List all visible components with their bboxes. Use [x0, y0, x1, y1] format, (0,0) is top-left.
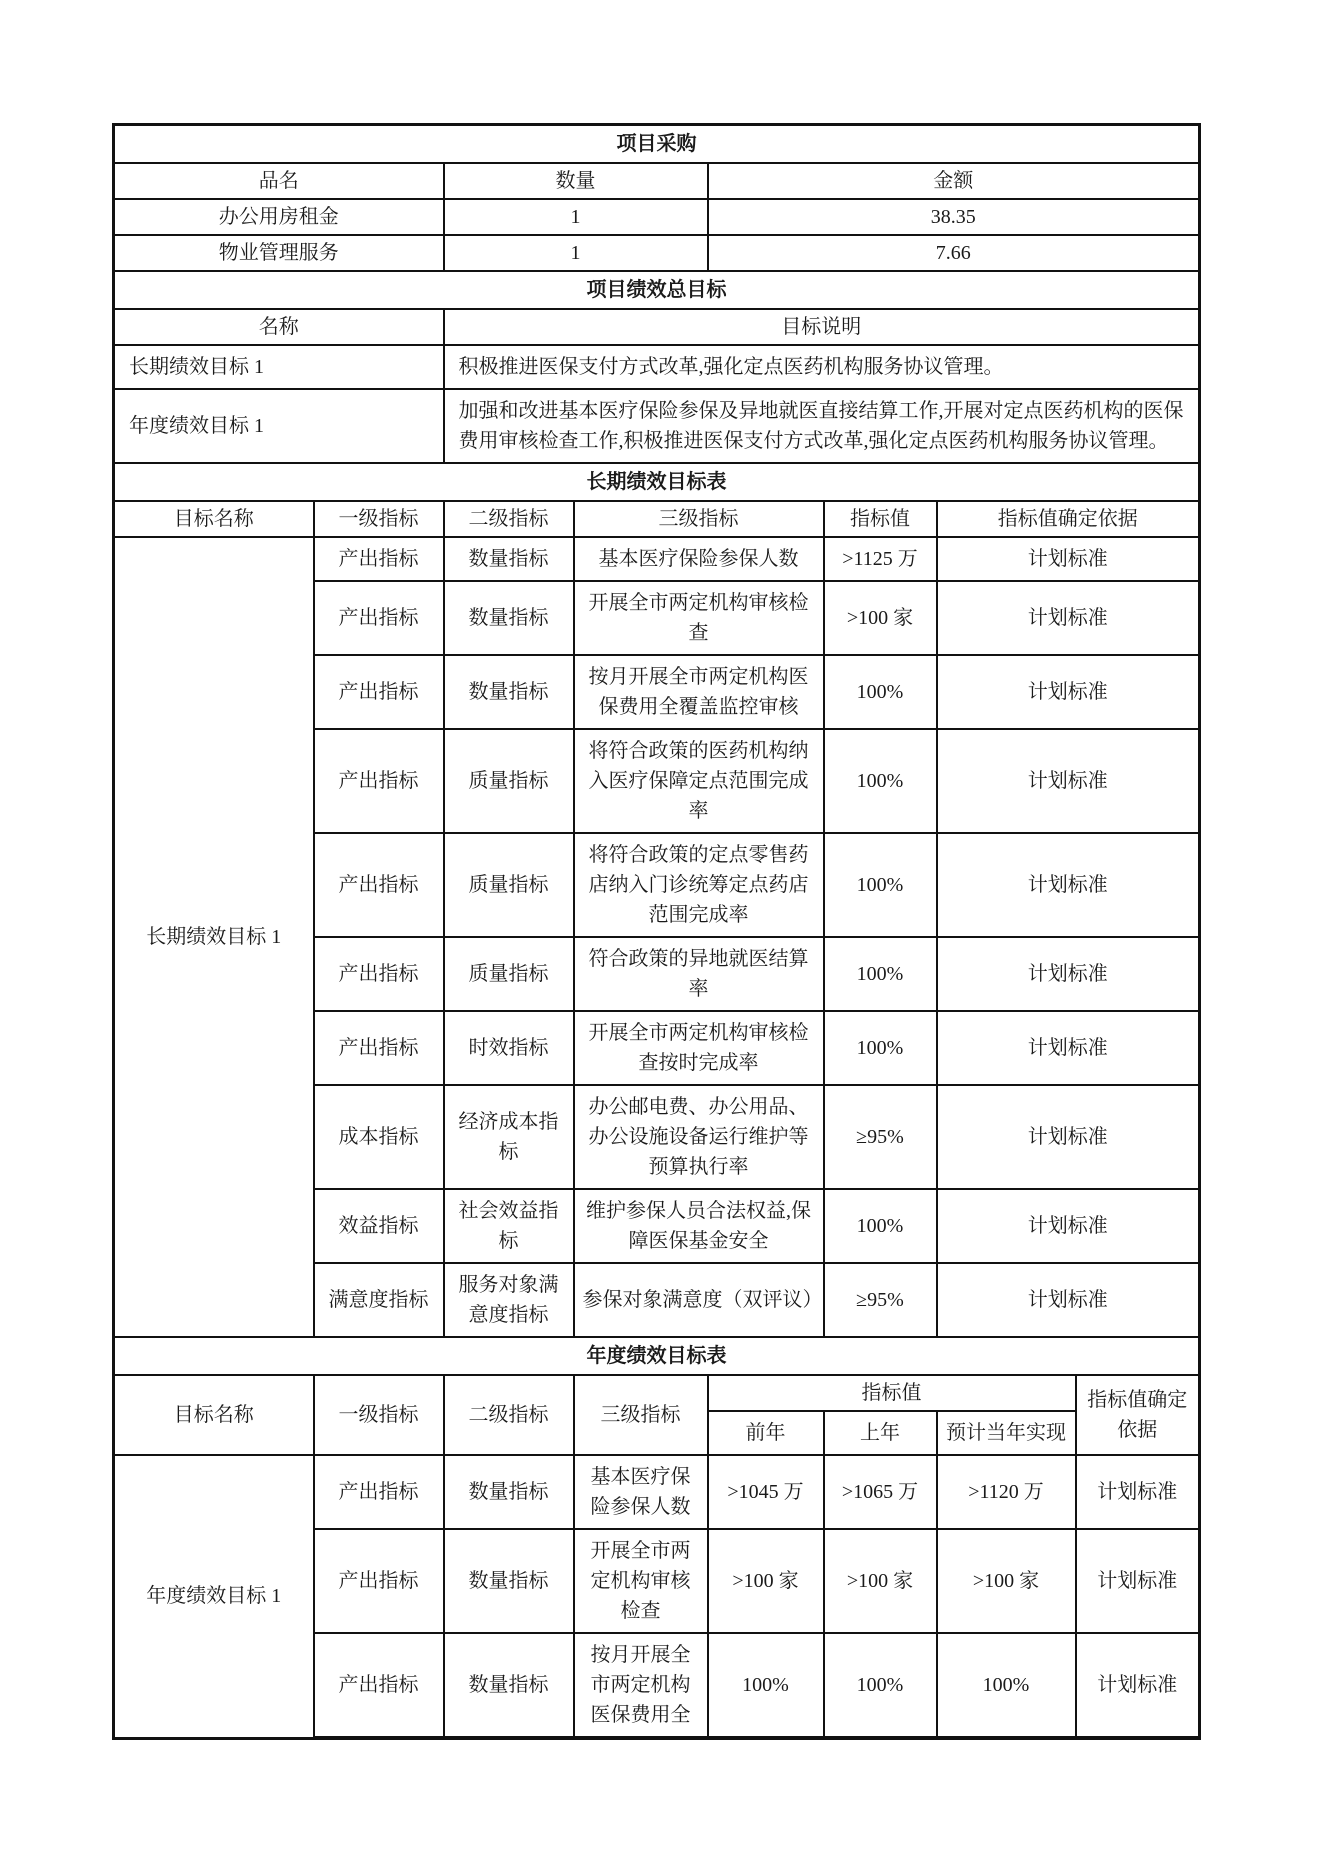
level2-cell: 数量指标 [444, 1455, 574, 1529]
table-row [114, 163, 1200, 199]
basis-header: 指标值确定依据 [937, 501, 1200, 537]
value-cell: 100% [824, 729, 937, 833]
procurement-section-title: 项目采购 [114, 125, 1200, 164]
level2-cell: 时效指标 [444, 1011, 574, 1085]
value-cell: ≥95% [824, 1263, 937, 1337]
level3-cell: 将符合政策的医药机构纳入医疗保障定点范围完成率 [574, 729, 824, 833]
level3-header: 三级指标 [574, 1375, 708, 1455]
basis-header: 指标值确定依据 [1076, 1375, 1200, 1455]
table-row [114, 309, 1200, 345]
goal-name-header: 目标名称 [114, 501, 314, 537]
goal-desc-cell: 加强和改进基本医疗保险参保及异地就医直接结算工作,开展对定点医药机构的医保费用审核检查工作,积极推进医保支付方式改革,强化定点医药机构服务协议管理。 [444, 389, 1200, 463]
goal-desc-header: 目标说明 [444, 309, 1200, 345]
level3-cell: 按月开展全市两定机构医保费用全覆盖监控审核 [574, 655, 824, 729]
last-year-cell: >1065 万 [824, 1455, 937, 1529]
last-year-header: 上年 [824, 1411, 937, 1455]
table-row [114, 1337, 1200, 1375]
year-before-last-cell: >100 家 [708, 1529, 824, 1633]
item-name-header: 品名 [114, 163, 444, 199]
level3-cell: 基本医疗保险参保人数 [574, 537, 824, 581]
level3-cell-truncated: 按月开展全市两定机构医保费用全 [574, 1633, 708, 1738]
level3-cell: 开展全市两定机构审核检查 [574, 1529, 708, 1633]
basis-cell: 计划标准 [937, 537, 1200, 581]
level1-header: 一级指标 [314, 1375, 444, 1455]
value-cell: 100% [824, 1011, 937, 1085]
current-year-estimate-cell: >1120 万 [937, 1455, 1076, 1529]
table-row [114, 271, 1200, 309]
goal-name-cell: 长期绩效目标 1 [114, 345, 444, 389]
level1-cell: 产出指标 [314, 1529, 444, 1633]
amount-cell: 7.66 [708, 235, 1200, 271]
value-cell: >100 家 [824, 581, 937, 655]
basis-cell: 计划标准 [937, 581, 1200, 655]
level3-cell: 开展全市两定机构审核检查 [574, 581, 824, 655]
quantity-cell: 1 [444, 199, 708, 235]
annual-section-title: 年度绩效目标表 [114, 1337, 1200, 1375]
quantity-cell: 1 [444, 235, 708, 271]
level1-cell: 满意度指标 [314, 1263, 444, 1337]
level1-header: 一级指标 [314, 501, 444, 537]
value-cell: ≥95% [824, 1085, 937, 1189]
item-name-cell: 办公用房租金 [114, 199, 444, 235]
value-cell: 100% [824, 1189, 937, 1263]
level3-cell: 办公邮电费、办公用品、办公设施设备运行维护等预算执行率 [574, 1085, 824, 1189]
year-before-last-header: 前年 [708, 1411, 824, 1455]
level2-cell: 服务对象满意度指标 [444, 1263, 574, 1337]
table-row [114, 345, 1200, 389]
level3-cell: 将符合政策的定点零售药店纳入门诊统筹定点药店范围完成率 [574, 833, 824, 937]
last-year-cell: >100 家 [824, 1529, 937, 1633]
value-cell: 100% [824, 655, 937, 729]
year-before-last-cell: >1045 万 [708, 1455, 824, 1529]
value-cell: 100% [824, 937, 937, 1011]
current-year-estimate-cell: >100 家 [937, 1529, 1076, 1633]
level2-header: 二级指标 [444, 501, 574, 537]
level2-cell: 质量指标 [444, 729, 574, 833]
goal-desc-cell: 积极推进医保支付方式改革,强化定点医药机构服务协议管理。 [444, 345, 1200, 389]
level1-cell: 产出指标 [314, 833, 444, 937]
level1-cell: 成本指标 [314, 1085, 444, 1189]
amount-cell: 38.35 [708, 199, 1200, 235]
basis-cell: 计划标准 [1076, 1455, 1200, 1529]
value-cell: 100% [824, 833, 937, 937]
goal-name-cell: 年度绩效目标 1 [114, 389, 444, 463]
level1-cell: 产出指标 [314, 537, 444, 581]
level3-cell: 维护参保人员合法权益,保障医保基金安全 [574, 1189, 824, 1263]
table-row [114, 537, 1200, 581]
table-row [114, 1375, 1200, 1411]
table-row [114, 463, 1200, 501]
basis-cell: 计划标准 [937, 1011, 1200, 1085]
basis-cell: 计划标准 [1076, 1529, 1200, 1633]
table-row [114, 1455, 1200, 1529]
level1-cell: 产出指标 [314, 581, 444, 655]
goal-name-header: 目标名称 [114, 1375, 314, 1455]
level1-cell: 产出指标 [314, 1633, 444, 1738]
value-group-header: 指标值 [708, 1375, 1076, 1411]
basis-cell: 计划标准 [937, 1263, 1200, 1337]
level3-cell: 符合政策的异地就医结算率 [574, 937, 824, 1011]
goal-name-cell: 年度绩效目标 1 [114, 1455, 314, 1738]
last-year-cell: 100% [824, 1633, 937, 1738]
level3-cell: 基本医疗保险参保人数 [574, 1455, 708, 1529]
basis-cell: 计划标准 [1076, 1633, 1200, 1738]
goal-name-header: 名称 [114, 309, 444, 345]
level3-cell: 开展全市两定机构审核检查按时完成率 [574, 1011, 824, 1085]
level1-cell: 产出指标 [314, 937, 444, 1011]
amount-header: 金额 [708, 163, 1200, 199]
quantity-header: 数量 [444, 163, 708, 199]
value-header: 指标值 [824, 501, 937, 537]
performance-report-table [112, 123, 1201, 1740]
long-term-section-title: 长期绩效目标表 [114, 463, 1200, 501]
basis-cell: 计划标准 [937, 729, 1200, 833]
level2-cell: 数量指标 [444, 581, 574, 655]
table-row [114, 235, 1200, 271]
goal-name-cell: 长期绩效目标 1 [114, 537, 314, 1337]
level3-header: 三级指标 [574, 501, 824, 537]
level1-cell: 产出指标 [314, 729, 444, 833]
level2-header: 二级指标 [444, 1375, 574, 1455]
table-row [114, 501, 1200, 537]
level2-cell: 质量指标 [444, 833, 574, 937]
overall-goals-section-title: 项目绩效总目标 [114, 271, 1200, 309]
basis-cell: 计划标准 [937, 1189, 1200, 1263]
current-year-estimate-header: 预计当年实现 [937, 1411, 1076, 1455]
level2-cell: 社会效益指标 [444, 1189, 574, 1263]
basis-cell: 计划标准 [937, 937, 1200, 1011]
item-name-cell: 物业管理服务 [114, 235, 444, 271]
year-before-last-cell: 100% [708, 1633, 824, 1738]
level2-cell: 经济成本指标 [444, 1085, 574, 1189]
level1-cell: 产出指标 [314, 1455, 444, 1529]
table-row [114, 389, 1200, 463]
basis-cell: 计划标准 [937, 655, 1200, 729]
level3-cell: 参保对象满意度（双评议） [574, 1263, 824, 1337]
table-row [114, 125, 1200, 164]
level2-cell: 数量指标 [444, 537, 574, 581]
level1-cell: 产出指标 [314, 1011, 444, 1085]
level2-cell: 数量指标 [444, 1633, 574, 1738]
level1-cell: 效益指标 [314, 1189, 444, 1263]
level2-cell: 质量指标 [444, 937, 574, 1011]
level2-cell: 数量指标 [444, 655, 574, 729]
value-cell: >1125 万 [824, 537, 937, 581]
level1-cell: 产出指标 [314, 655, 444, 729]
table-row [114, 199, 1200, 235]
level2-cell: 数量指标 [444, 1529, 574, 1633]
basis-cell: 计划标准 [937, 833, 1200, 937]
basis-cell: 计划标准 [937, 1085, 1200, 1189]
current-year-estimate-cell: 100% [937, 1633, 1076, 1738]
